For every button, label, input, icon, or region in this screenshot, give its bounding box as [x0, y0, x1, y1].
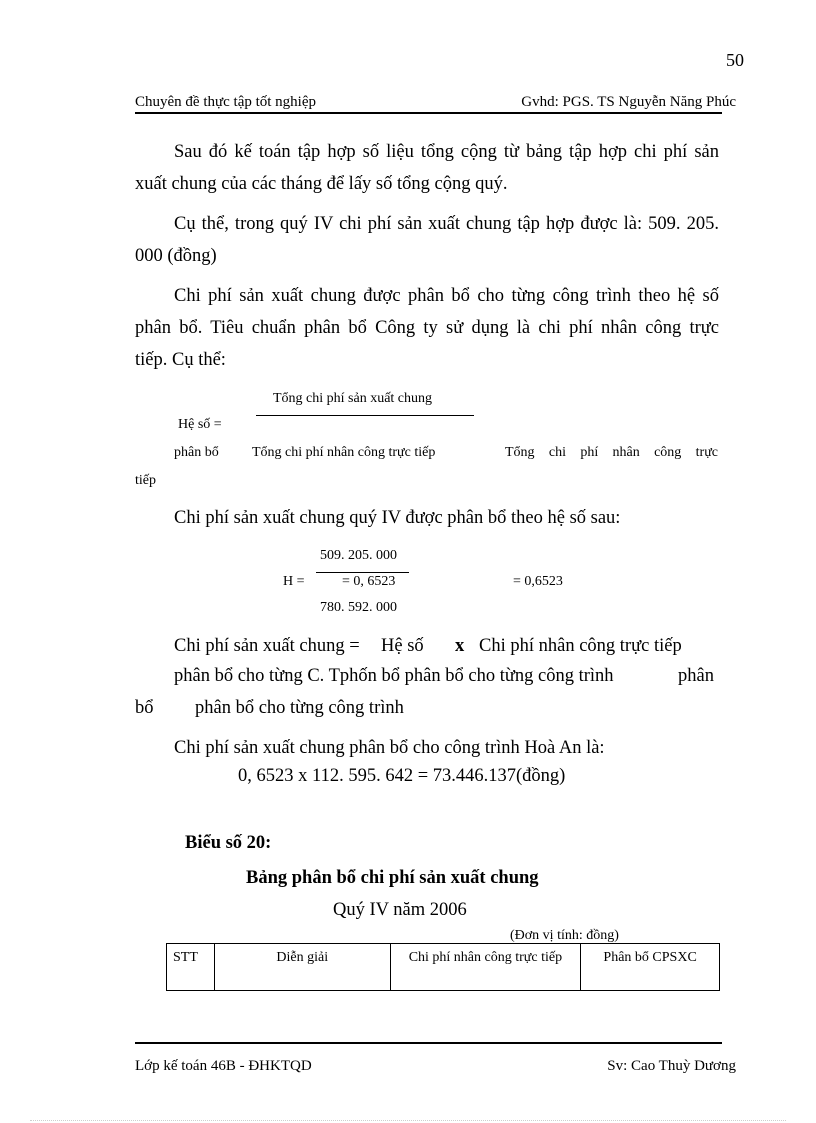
formula-3-line-2-right: phân [678, 666, 714, 686]
page-number: 50 [726, 50, 744, 70]
header-left-title: Chuyên đề thực tập tốt nghiệp [135, 94, 317, 110]
formula-1-lhs-bottom: phân bổ [174, 445, 219, 460]
formula-2-intro: Chi phí sản xuất chung quý IV được phân bổ theo hệ số sau: [174, 508, 621, 528]
formula-3-line-3: phân bổ cho từng công trình [195, 698, 404, 718]
table-unit: (Đơn vị tính: đồng) [510, 928, 619, 943]
footer-rule [135, 1042, 722, 1044]
column-stt: STT [167, 944, 215, 991]
footer-right-student: Sv: Cao Thuỳ Dương [607, 1058, 736, 1074]
column-overhead-allocation: Phân bổ CPSXC [581, 944, 720, 991]
example-line-1: Chi phí sản xuất chung phân bổ cho công trình Hoà An là: [174, 738, 605, 758]
column-direct-labor-cost: Chi phí nhân công trực tiếp [390, 944, 581, 991]
table-subtitle: Quý IV năm 2006 [333, 900, 467, 920]
formula-1-denominator: Tổng chi phí nhân công trực tiếp [252, 445, 436, 460]
formula-3-line-1-label: Chi phí sản xuất chung = [174, 636, 360, 656]
table-label: Biểu số 20: [185, 833, 272, 853]
formula-3-line-1-coefficient: Hệ số [381, 636, 424, 656]
paragraph-2-line-1: Cụ thể, trong quý IV chi phí sản xuất chung tập hợp được là: 509. 205. [174, 214, 719, 234]
footer-left-class: Lớp kế toán 46B - ĐHKTQD [135, 1058, 312, 1074]
header-rule [135, 112, 722, 114]
formula-2-lhs: H = [283, 574, 305, 589]
formula-3-line-1-cost: Chi phí nhân công trực tiếp [479, 636, 682, 656]
paragraph-3-line-2: phân bổ. Tiêu chuẩn phân bổ Công ty sử dụng là chi phí nhân công trực [135, 318, 719, 338]
formula-2-numerator: 509. 205. 000 [320, 548, 397, 563]
page-bottom-border [30, 1120, 786, 1121]
formula-1-numerator: Tổng chi phí sản xuất chung [273, 391, 433, 406]
formula-2-denominator: 780. 592. 000 [320, 600, 397, 615]
formula-1-tail: tiếp [135, 473, 156, 488]
example-line-2: 0, 6523 x 112. 595. 642 = 73.446.137(đồng) [238, 766, 566, 786]
table-header-row [167, 944, 720, 991]
formula-3-line-3-left: bổ [135, 698, 154, 718]
formula-3-line-2: phân bổ cho từng C. Tphốn bổ phân bổ cho từng công trình [174, 666, 614, 686]
paragraph-3-line-3: tiếp. Cụ thể: [135, 350, 226, 370]
formula-1-extra-text: Tổng chi phí nhân công trực [505, 445, 718, 460]
formula-3-multiply-sign: x [455, 636, 465, 656]
formula-1-fraction-line [256, 415, 474, 416]
allocation-table [166, 943, 720, 991]
column-description: Diễn giải [214, 944, 390, 991]
paragraph-1-line-1: Sau đó kế toán tập hợp số liệu tổng cộng từ bảng tập hợp chi phí sản [174, 142, 719, 162]
formula-2-fraction-line [316, 572, 409, 573]
formula-2-result: = 0,6523 [513, 574, 563, 589]
paragraph-1-line-2: xuất chung của các tháng để lấy số tổng cộng quý. [135, 174, 508, 194]
paragraph-3-line-1: Chi phí sản xuất chung được phân bổ cho từng công trình theo hệ số [174, 286, 719, 306]
formula-1-lhs-top: Hệ số = [178, 417, 222, 432]
paragraph-2-line-2: 000 (đồng) [135, 246, 217, 266]
formula-2-inline-result: = 0, 6523 [342, 574, 396, 589]
header-right-supervisor: Gvhd: PGS. TS Nguyễn Năng Phúc [521, 94, 736, 110]
table-title: Bảng phân bổ chi phí sản xuất chung [246, 868, 539, 888]
